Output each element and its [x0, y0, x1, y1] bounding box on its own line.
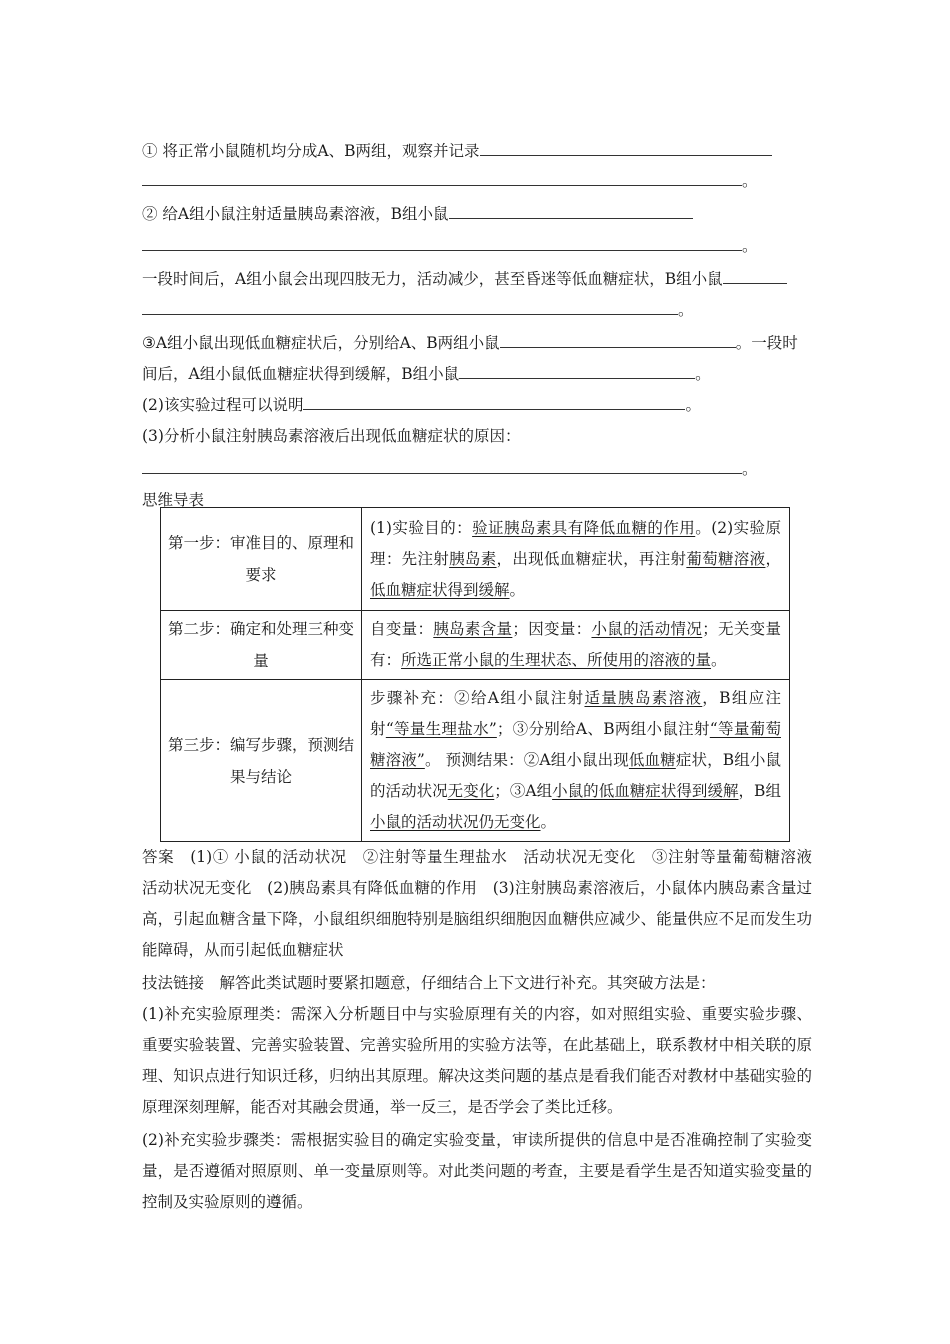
answer-blank[interactable]: [142, 297, 678, 315]
q1-step1-cont: 。: [142, 168, 758, 193]
answer-blank[interactable]: [142, 233, 742, 251]
answer-blank[interactable]: [142, 456, 742, 474]
tips-paragraph-1: (1)补充实验原理类：需深入分析题目中与实验原理有关的内容，如对照组实验、重要实验步骤、重要实验装置、完善实验装置、完善实验所用的实验方法等，在此基础上，联系教材中相关联的原理、知识点进行知识迁移，归纳出其原理。解决这类问题的基点是看我们能否对教材中基础实验的原理深刻理解，能否对其融会贯通，举一反三，是否学会了类比迁移。: [142, 1005, 812, 1116]
answer-paragraph: 答案 (1)① 小鼠的活动状况 ②注射等量生理盐水 活动状况无变化 ③注射等量葡萄糖溶液 活动状况无变化 (2)胰岛素具有降低血糖的作用 (3)注射胰岛素溶液后，小鼠体内胰岛素含量过高，引起血糖含量下降，小鼠组织细胞特别是脑组织细胞因血糖供应减少、能量供应不足而发生功能障碍，从而引起低血糖症状: [142, 848, 828, 959]
q1-after-time-cont: 。: [142, 297, 694, 322]
guide-title: 思维导表: [142, 491, 205, 509]
q1-step1: ① 将正常小鼠随机均分成A、B两组，观察并记录: [142, 138, 772, 163]
guide-row: [161, 508, 790, 611]
answer-blank[interactable]: [500, 330, 736, 348]
q1-step2: ② 给A组小鼠注射适量胰岛素溶液，B组小鼠: [142, 201, 693, 226]
q1-step3-cont: 间后，A组小鼠低血糖症状得到缓解，B组小鼠 。: [142, 361, 711, 386]
q2: (2)该实验过程可以说明 。: [142, 392, 701, 417]
guide-step-content: (1)实验目的：验证胰岛素具有降低血糖的作用。(2)实验原理：先注射胰岛素，出现低血糖症状，再注射葡萄糖溶液，低血糖症状得到缓解。: [362, 508, 790, 611]
answer-blank[interactable]: [303, 392, 685, 410]
answer-blank[interactable]: [480, 138, 772, 156]
guide-step-label: 第三步：编写步骤，预测结果与结论: [161, 680, 362, 842]
guide-step-label: 第二步：确定和处理三种变量: [161, 611, 362, 680]
guide-step-content: 自变量：胰岛素含量；因变量：小鼠的活动情况；无关变量有：所选正常小鼠的生理状态、所使用的溶液的量。: [362, 611, 790, 680]
q3: (3)分析小鼠注射胰岛素溶液后出现低血糖症状的原因：: [142, 427, 521, 445]
guide-row: [161, 611, 790, 680]
thinking-guide-table: [160, 507, 790, 842]
answer-blank[interactable]: [459, 361, 695, 379]
q1-step3: ③A组小鼠出现低血糖症状后，分别给A、B两组小鼠 。一段时: [142, 330, 798, 355]
guide-step-label: 第一步：审准目的、原理和要求: [161, 508, 362, 611]
q3-cont: 。: [142, 456, 758, 481]
answer-blank[interactable]: [142, 168, 742, 186]
guide-step-content: 步骤补充：②给A组小鼠注射适量胰岛素溶液，B组应注射“等量生理盐水”；③分别给A、B两组小鼠注射“等量葡萄糖溶液”。 预测结果：②A组小鼠出现低血糖症状，B组小鼠的活动状况无变化；③A组小鼠的低血糖症状得到缓解，B组小鼠的活动状况仍无变化。: [362, 680, 790, 842]
q1-step2-cont: 。: [142, 233, 758, 258]
tips-paragraph-2: (2)补充实验步骤类：需根据实验目的确定实验变量，审读所提供的信息中是否准确控制了实验变量，是否遵循对照原则、单一变量原则等。对此类问题的考查，主要是看学生是否知道实验变量的控制及实验原则的遵循。: [142, 1131, 812, 1211]
answer-blank[interactable]: [449, 201, 693, 219]
tips-intro: 技法链接 解答此类试题时要紧扣题意，仔细结合上下文进行补充。其突破方法是：: [142, 974, 716, 992]
q1-after-time: 一段时间后，A组小鼠会出现四肢无力，活动减少，甚至昏迷等低血糖症状，B组小鼠: [142, 266, 787, 291]
guide-row: [161, 680, 790, 842]
answer-blank[interactable]: [723, 266, 787, 284]
